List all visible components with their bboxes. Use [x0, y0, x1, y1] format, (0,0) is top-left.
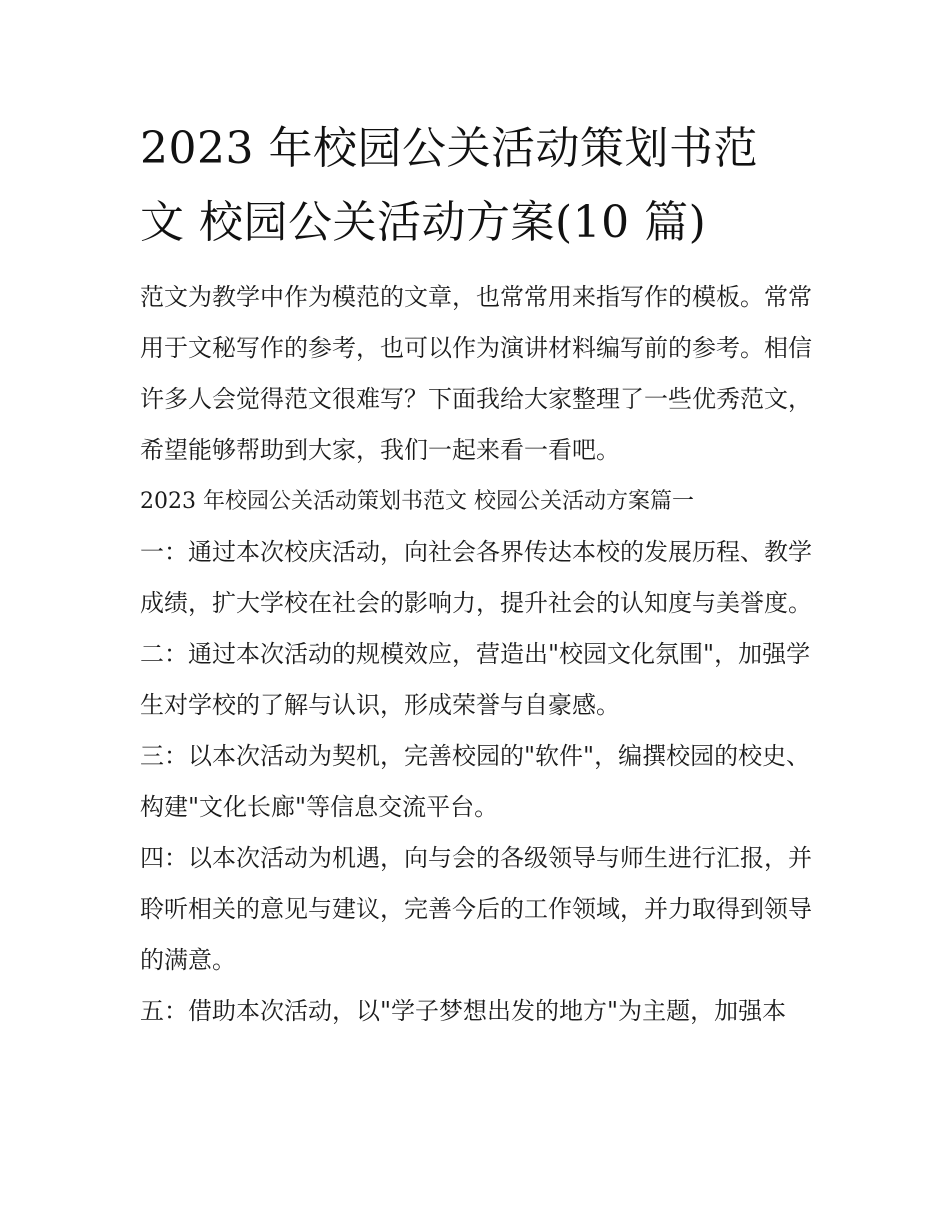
- document-title: [140, 112, 812, 260]
- list-item: 三：以本次活动为契机，完善校园的"软件"，编撰校园的校史、构建"文化长廊"等信息交流平台。: [140, 742, 811, 821]
- list-item: 二：通过本次活动的规模效应，营造出"校园文化氛围"，加强学生对学校的了解与认识，形成荣誉与自豪感。: [140, 640, 811, 719]
- list-item: 四：以本次活动为机遇，向与会的各级领导与师生进行汇报，并聆听相关的意见与建议，完善今后的工作领域，并力取得到领导的满意。: [140, 844, 812, 974]
- list-item: 五：借助本次活动，以"学子梦想出发的地方"为主题，加强本: [140, 997, 787, 1025]
- title-line-2: 文 校园公关活动方案(10 篇): [140, 197, 707, 248]
- title-line-1: 2023 年校园公关活动策划书范: [140, 123, 758, 174]
- list-item: 一：通过本次校庆活动，向社会各界传达本校的发展历程、教学成绩，扩大学校在社会的影响力，提升社会的认知度与美誉度。: [140, 538, 812, 617]
- section-heading: 2023 年校园公关活动策划书范文 校园公关活动方案篇一: [140, 489, 694, 514]
- document-body: [140, 112, 812, 1037]
- intro-paragraph: 范文为教学中作为模范的文章，也常常用来指写作的模板。常常用于文秘写作的参考，也可以作为演讲材料编写前的参考。相信许多人会觉得范文很难写？下面我给大家整理了一些优秀范文，希望能够帮助到大家，我们一起来看一看吧。: [140, 283, 812, 464]
